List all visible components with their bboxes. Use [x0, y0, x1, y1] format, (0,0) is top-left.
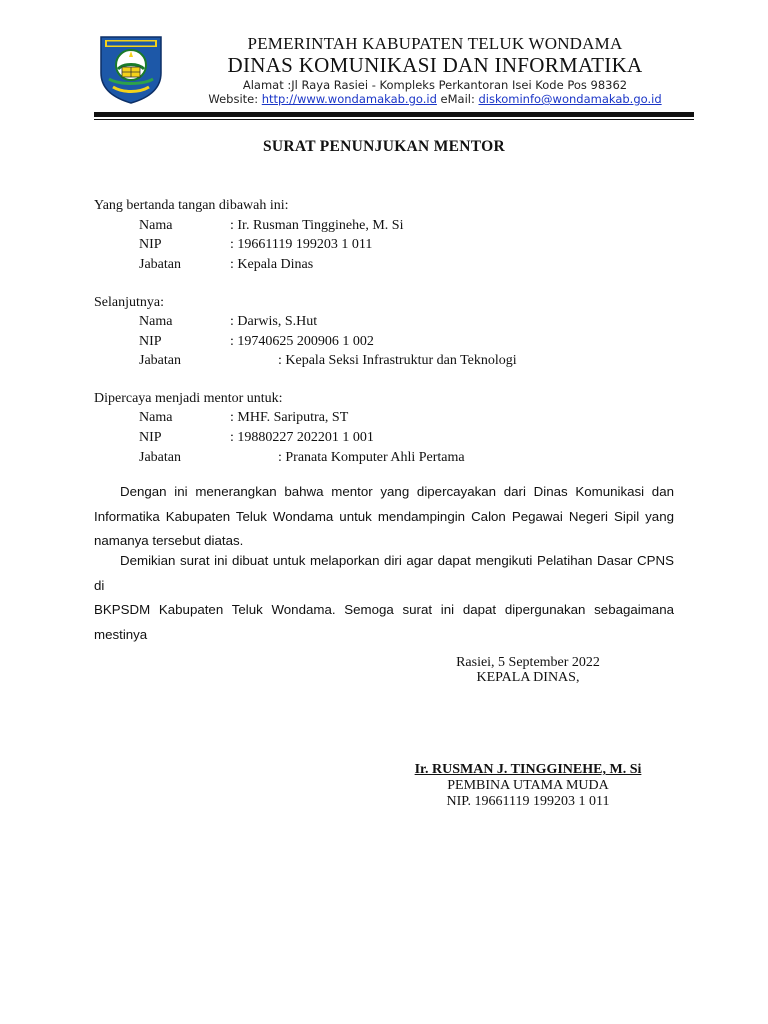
letterhead-divider-thick: [94, 112, 694, 117]
section2-name-value: : Darwis, S.Hut: [230, 314, 318, 329]
section2-nip-value: : 19740625 200906 1 002: [230, 334, 374, 349]
agency-contacts: [180, 92, 690, 106]
email-label: eMail:: [436, 92, 479, 106]
section2-nip-label: NIP: [139, 334, 162, 349]
section1-position-value: : Kepala Dinas: [230, 257, 314, 272]
closing-line-1: Demikian surat ini dibuat untuk melaporkan diri agar dapat mengikuti Pelatihan Dasar CPNS di: [94, 553, 674, 593]
section2-intro: Selanjutnya:: [94, 295, 164, 310]
section1-intro: Yang bertanda tangan dibawah ini:: [94, 198, 289, 213]
closing-paragraph: [94, 549, 674, 647]
website-link[interactable]: http://www.wondamakab.go.id: [261, 92, 437, 106]
section3-intro: Dipercaya menjadi mentor untuk:: [94, 391, 283, 406]
section2-name-label: Nama: [139, 314, 173, 329]
signature-position: KEPALA DINAS,: [476, 670, 580, 685]
statement-line-1: Dengan ini menerangkan bahwa mentor yang dipercayakan dari Dinas Komunikasi dan: [120, 484, 674, 499]
section3-name-value: : MHF. Sariputra, ST: [230, 410, 349, 425]
closing-line-2: BKPSDM Kabupaten Teluk Wondama. Semoga surat ini dapat dipergunakan sebagaimana mestinya: [94, 602, 674, 642]
section1-nip-value: : 19661119 199203 1 011: [230, 237, 373, 252]
section3-position-label: Jabatan: [139, 450, 181, 465]
section1-nip-label: NIP: [139, 237, 162, 252]
government-name: PEMERINTAH KABUPATEN TELUK WONDAMA: [247, 34, 623, 53]
signatory-rank: PEMBINA UTAMA MUDA: [447, 778, 609, 793]
website-label: Website:: [208, 92, 262, 106]
signatory-name-text: Ir. RUSMAN J. TINGGINEHE, M. Si: [414, 762, 642, 777]
agency-name: DINAS KOMUNIKASI DAN INFORMATIKA: [227, 53, 643, 77]
letter-title: SURAT PENUNJUKAN MENTOR: [262, 138, 505, 155]
signatory-nip: NIP. 19661119 199203 1 011: [446, 794, 610, 809]
regional-emblem-icon: [97, 33, 165, 105]
statement-paragraph: [94, 480, 674, 554]
letterhead-divider-thin: [94, 119, 694, 120]
section1-position-label: Jabatan: [139, 257, 181, 272]
section2-position-value: : Kepala Seksi Infrastruktur dan Teknologi: [278, 353, 517, 368]
section3-nip-value: : 19880227 202201 1 001: [230, 430, 374, 445]
signature-place-date: Rasiei, 5 September 2022: [456, 655, 600, 670]
agency-address: Alamat :Jl Raya Rasiei - Kompleks Perkantoran Isei Kode Pos 98362: [242, 78, 628, 92]
section2-position-label: Jabatan: [139, 353, 181, 368]
section1-name-value: : Ir. Rusman Tingginehe, M. Si: [230, 218, 404, 233]
statement-line-2: Informatika Kabupaten Teluk Wondama untuk mendampingin Calon Pegawai Negeri Sipil yang: [94, 508, 674, 524]
email-link[interactable]: diskominfo@wondamakab.go.id: [478, 92, 662, 106]
section3-position-value: : Pranata Komputer Ahli Pertama: [278, 450, 465, 465]
section3-name-label: Nama: [139, 410, 173, 425]
section3-nip-label: NIP: [139, 430, 162, 445]
statement-line-3: namanya tersebut diatas.: [94, 533, 244, 548]
section1-name-label: Nama: [139, 218, 173, 233]
